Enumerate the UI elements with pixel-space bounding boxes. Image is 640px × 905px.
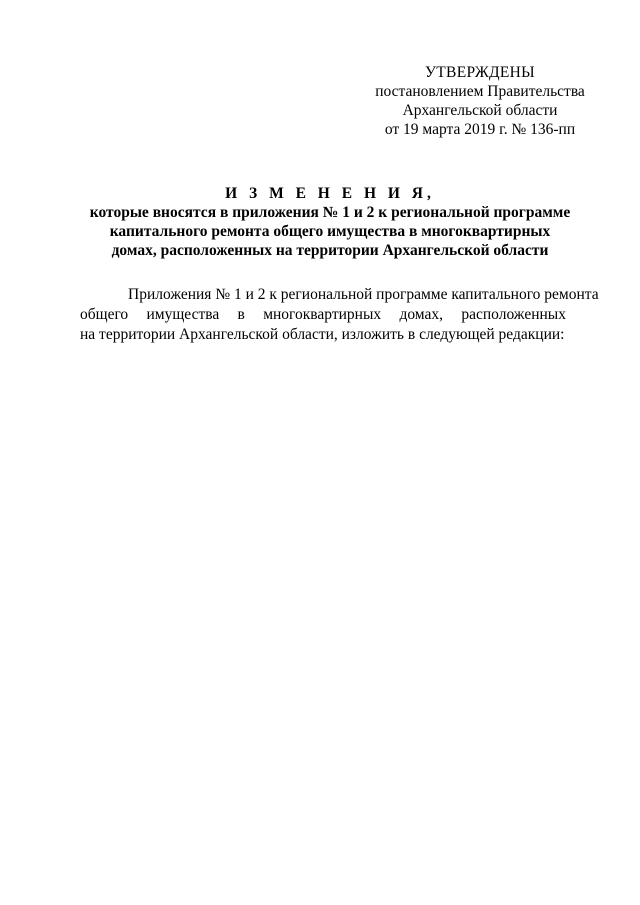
body-word: расположенных xyxy=(461,306,566,323)
approval-issuer: постановлением Правительства xyxy=(375,83,585,100)
body-paragraph xyxy=(80,285,599,345)
body-word: многоквартирных xyxy=(263,306,382,323)
title-line-1: которые вносятся в приложения № 1 и 2 к региональной программе xyxy=(89,204,571,221)
title-line-3: домах, расположенных на территории Архангельской области xyxy=(111,242,549,259)
body-word: в xyxy=(237,306,245,323)
body-line-2 xyxy=(80,305,566,325)
approval-heading: УТВЕРЖДЕНЫ xyxy=(425,64,535,81)
document-title xyxy=(80,184,580,260)
title-line-2: капитального ремонта общего имущества в многоквартирных xyxy=(109,223,551,240)
body-word: имущества xyxy=(146,306,220,323)
approval-region: Архангельской области xyxy=(402,102,558,119)
title-heading: И З М Е Н Е Н И Я, xyxy=(225,185,435,202)
body-line-1: Приложения № 1 и 2 к региональной программе капитального ремонта xyxy=(128,286,599,303)
body-line-3: на территории Архангельской области, изложить в следующей редакции: xyxy=(80,326,565,343)
approval-stamp xyxy=(330,63,630,139)
approval-date-number: от 19 марта 2019 г. № 136-пп xyxy=(384,121,576,138)
body-word: общего xyxy=(80,306,129,323)
body-word: домах, xyxy=(399,306,444,323)
